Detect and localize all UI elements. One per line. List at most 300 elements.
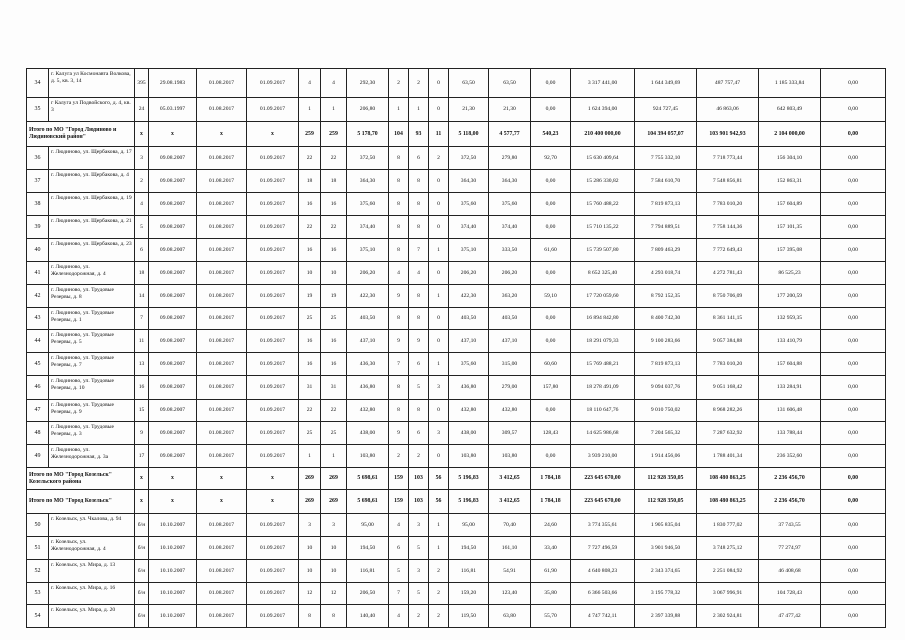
cell-c3: 8 xyxy=(389,239,409,262)
cell-d1: 10.10.2007 xyxy=(149,605,197,628)
cell-c3: 9 xyxy=(389,285,409,308)
cell-d3: 01.09.2017 xyxy=(247,353,299,376)
cell-c5: 3 xyxy=(429,422,449,445)
cell-last: 0,00 xyxy=(821,98,886,122)
cell-m3: 1 788 401,34 xyxy=(697,445,759,468)
cell-m3: 7 772 649,43 xyxy=(697,239,759,262)
cell-last: 0,00 xyxy=(821,308,886,330)
cell-c5: 0 xyxy=(429,330,449,353)
cell-c4: 2 xyxy=(409,445,429,468)
cell-d1: 10.10.2007 xyxy=(149,537,197,560)
cell-a1: 422,30 xyxy=(449,285,489,308)
cell-m2: 7 204 565,32 xyxy=(635,422,697,445)
cell-year: б/н xyxy=(135,583,149,605)
cell-c5: 1 xyxy=(429,537,449,560)
cell-c5: 0 xyxy=(429,216,449,239)
cell-n: 48 xyxy=(27,422,49,445)
cell-d3: 01.09.2017 xyxy=(247,216,299,239)
cell-c1: 25 xyxy=(299,422,321,445)
address-cell: г. Людиново, ул. Щербакова, д. 17 xyxy=(49,147,135,170)
cell-a1: 63,50 xyxy=(449,69,489,98)
cell-m3: 2 251 084,92 xyxy=(697,560,759,583)
cell-a1: 374,40 xyxy=(449,216,489,239)
cell-c1: 22 xyxy=(299,147,321,170)
cell-m2: 1 644 349,69 xyxy=(635,69,697,98)
address-cell: г. Людиново, ул. Трудовые Резервы, д. 7 xyxy=(49,353,135,376)
cell-c3: 4 xyxy=(389,262,409,285)
cell-c4: 7 xyxy=(409,239,429,262)
cell-m3: 7 783 010,20 xyxy=(697,193,759,216)
cell-area: 206,20 xyxy=(347,262,389,285)
cell-m1: 15 630 409,64 xyxy=(571,147,635,170)
cell-m3: 3 067 996,91 xyxy=(697,583,759,605)
cell-m2: 7 584 610,70 xyxy=(635,170,697,193)
cell-area: 5 178,70 xyxy=(347,122,389,147)
cell-c5: 1 xyxy=(429,239,449,262)
cell-m3: 108 480 863,25 xyxy=(697,490,759,514)
cell-n: 52 xyxy=(27,560,49,583)
cell-n: 50 xyxy=(27,514,49,537)
cell-c4: 4 xyxy=(409,262,429,285)
cell-d2: 01.08.2017 xyxy=(197,308,247,330)
cell-d1: 09.08.2007 xyxy=(149,400,197,422)
cell-d1: 09.08.2007 xyxy=(149,445,197,468)
cell-m3: 2 302 924,81 xyxy=(697,605,759,628)
cell-d2: 01.08.2017 xyxy=(197,193,247,216)
cell-a2: 315,00 xyxy=(489,353,531,376)
address-cell: г. Людиново, ул. Щербакова, д. 21 xyxy=(49,216,135,239)
cell-c1: 18 xyxy=(299,170,321,193)
cell-c2: 269 xyxy=(321,468,347,490)
cell-c3: 8 xyxy=(389,308,409,330)
cell-a2: 4 577,77 xyxy=(489,122,531,147)
cell-m4: 104 728,43 xyxy=(759,583,821,605)
cell-n: 49 xyxy=(27,445,49,468)
cell-c3: 7 xyxy=(389,353,409,376)
cell-c5: 0 xyxy=(429,445,449,468)
cell-a2: 63,50 xyxy=(489,69,531,98)
cell-m4: 37 743,55 xyxy=(759,514,821,537)
cell-d2: 01.08.2017 xyxy=(197,170,247,193)
cell-m4: 2 104 000,00 xyxy=(759,122,821,147)
cell-area: 403,50 xyxy=(347,308,389,330)
cell-m2: 9 094 037,76 xyxy=(635,376,697,400)
cell-d2: 01.08.2017 xyxy=(197,262,247,285)
cell-c3: 8 xyxy=(389,170,409,193)
cell-year: б/н xyxy=(135,605,149,628)
cell-c5: 0 xyxy=(429,69,449,98)
cell-m4: 152 863,31 xyxy=(759,170,821,193)
cell-a1: 194,50 xyxy=(449,537,489,560)
address-cell: г. Людиново, ул. Трудовые Резервы, д. 5 xyxy=(49,330,135,353)
cell-m2: 7 794 889,51 xyxy=(635,216,697,239)
cell-x1: x xyxy=(135,490,149,514)
cell-m1: 3 939 210,00 xyxy=(571,445,635,468)
cell-a3: 59,10 xyxy=(531,285,571,308)
cell-m4: 1 185 333,84 xyxy=(759,69,821,98)
cell-c2: 1 xyxy=(321,98,347,122)
cell-year: 3 xyxy=(135,147,149,170)
cell-d3: 01.09.2017 xyxy=(247,98,299,122)
cell-c5: 0 xyxy=(429,262,449,285)
table-row xyxy=(27,98,886,122)
cell-last: 0,00 xyxy=(821,147,886,170)
cell-c5: 2 xyxy=(429,147,449,170)
cell-d2: 01.08.2017 xyxy=(197,69,247,98)
cell-c2: 22 xyxy=(321,216,347,239)
cell-a2: 54,91 xyxy=(489,560,531,583)
cell-a1: 95,00 xyxy=(449,514,489,537)
cell-d3: 01.09.2017 xyxy=(247,560,299,583)
table-row xyxy=(27,285,886,308)
cell-area: 206,80 xyxy=(347,98,389,122)
cell-d1: 05.03.1997 xyxy=(149,98,197,122)
cell-last: 0,00 xyxy=(821,216,886,239)
cell-c2: 25 xyxy=(321,308,347,330)
cell-d1: 09.08.2007 xyxy=(149,330,197,353)
cell-last: 0,00 xyxy=(821,170,886,193)
cell-c2: 3 xyxy=(321,514,347,537)
cell-c1: 16 xyxy=(299,330,321,353)
cell-c3: 5 xyxy=(389,560,409,583)
cell-a3: 1 784,18 xyxy=(531,468,571,490)
cell-d2: 01.08.2017 xyxy=(197,147,247,170)
cell-d3: 01.09.2017 xyxy=(247,308,299,330)
address-cell: г. Людиново, ул. Щербакова, д. 4 xyxy=(49,170,135,193)
cell-m2: 104 394 057,07 xyxy=(635,122,697,147)
cell-area: 374,40 xyxy=(347,216,389,239)
table-row xyxy=(27,537,886,560)
cell-a2: 206,20 xyxy=(489,262,531,285)
cell-c1: 8 xyxy=(299,605,321,628)
cell-d1: 09.08.2007 xyxy=(149,353,197,376)
cell-c2: 16 xyxy=(321,239,347,262)
cell-c4: 3 xyxy=(409,514,429,537)
cell-d3: 01.09.2017 xyxy=(247,605,299,628)
table-row xyxy=(27,239,886,262)
cell-c2: 22 xyxy=(321,147,347,170)
cell-m1: 15 739 507,80 xyxy=(571,239,635,262)
cell-c5: 0 xyxy=(429,400,449,422)
cell-m4: 2 236 456,70 xyxy=(759,490,821,514)
cell-c5: 56 xyxy=(429,490,449,514)
subtotal-row xyxy=(27,122,886,147)
cell-c1: 3 xyxy=(299,514,321,537)
cell-m4: 157 101,35 xyxy=(759,216,821,239)
cell-m1: 3 317 441,00 xyxy=(571,69,635,98)
cell-c4: 103 xyxy=(409,468,429,490)
cell-area: 436,30 xyxy=(347,353,389,376)
cell-last: 0,00 xyxy=(821,285,886,308)
cell-n: 37 xyxy=(27,170,49,193)
cell-c1: 1 xyxy=(299,445,321,468)
cell-d3: 01.09.2017 xyxy=(247,239,299,262)
cell-m3: 8 968 282,26 xyxy=(697,400,759,422)
cell-c4: 5 xyxy=(409,583,429,605)
cell-m3: 9 051 168,42 xyxy=(697,376,759,400)
cell-last: 0,00 xyxy=(821,605,886,628)
table-row xyxy=(27,422,886,445)
cell-year: 16 xyxy=(135,376,149,400)
cell-a1: 21,30 xyxy=(449,98,489,122)
table-row xyxy=(27,400,886,422)
cell-c1: 10 xyxy=(299,560,321,583)
cell-c2: 12 xyxy=(321,583,347,605)
cell-m4: 2 236 456,70 xyxy=(759,468,821,490)
address-cell: г Калуга ул Подвойского, д. 4, кв. 3 xyxy=(49,98,135,122)
cell-a3: 0,00 xyxy=(531,98,571,122)
cell-d2: 01.08.2017 xyxy=(197,376,247,400)
cell-last: 0,00 xyxy=(821,560,886,583)
cell-c4: 8 xyxy=(409,216,429,239)
cell-n: 51 xyxy=(27,537,49,560)
cell-last: 0,00 xyxy=(821,353,886,376)
cell-a3: 0,00 xyxy=(531,445,571,468)
cell-c1: 19 xyxy=(299,285,321,308)
cell-c5: 0 xyxy=(429,308,449,330)
cell-n: 47 xyxy=(27,400,49,422)
table-row xyxy=(27,262,886,285)
table-row xyxy=(27,376,886,400)
cell-c4: 6 xyxy=(409,422,429,445)
cell-last: 0,00 xyxy=(821,69,886,98)
cell-m4: 133 284,91 xyxy=(759,376,821,400)
cell-m1: 3 774 355,61 xyxy=(571,514,635,537)
cell-c3: 159 xyxy=(389,490,409,514)
cell-area: 438,00 xyxy=(347,422,389,445)
cell-year: 13 xyxy=(135,353,149,376)
cell-a3: 60,60 xyxy=(531,353,571,376)
cell-n: 54 xyxy=(27,605,49,628)
cell-x1: x xyxy=(135,122,149,147)
cell-a3: 0,00 xyxy=(531,216,571,239)
cell-m3: 9 057 384,88 xyxy=(697,330,759,353)
cell-a1: 372,50 xyxy=(449,147,489,170)
cell-m1: 17 720 059,60 xyxy=(571,285,635,308)
cell-c3: 8 xyxy=(389,147,409,170)
cell-a1: 364,30 xyxy=(449,170,489,193)
cell-d1: 09.08.2007 xyxy=(149,308,197,330)
cell-d3: 01.09.2017 xyxy=(247,69,299,98)
cell-m2: 112 928 350,05 xyxy=(635,468,697,490)
cell-c5: 3 xyxy=(429,376,449,400)
cell-d3: 01.09.2017 xyxy=(247,262,299,285)
cell-d3: 01.09.2017 xyxy=(247,537,299,560)
cell-c3: 2 xyxy=(389,69,409,98)
cell-c3: 4 xyxy=(389,605,409,628)
cell-a3: 92,70 xyxy=(531,147,571,170)
cell-c2: 10 xyxy=(321,560,347,583)
cell-area: 95,00 xyxy=(347,514,389,537)
cell-a3: 0,00 xyxy=(531,69,571,98)
cell-m4: 642 803,49 xyxy=(759,98,821,122)
cell-a3: 55,70 xyxy=(531,605,571,628)
cell-c5: 2 xyxy=(429,560,449,583)
cell-c1: 259 xyxy=(299,122,321,147)
cell-c2: 16 xyxy=(321,193,347,216)
cell-year: 2 xyxy=(135,170,149,193)
cell-a2: 279,00 xyxy=(489,376,531,400)
cell-m4: 133 788,44 xyxy=(759,422,821,445)
cell-n: 38 xyxy=(27,193,49,216)
cell-m4: 157 604,88 xyxy=(759,353,821,376)
cell-c4: 2 xyxy=(409,69,429,98)
cell-c1: 269 xyxy=(299,490,321,514)
cell-a1: 159,20 xyxy=(449,583,489,605)
cell-d3: 01.09.2017 xyxy=(247,285,299,308)
table-row xyxy=(27,330,886,353)
cell-area: 206,50 xyxy=(347,583,389,605)
cell-c3: 1 xyxy=(389,98,409,122)
cell-c5: 0 xyxy=(429,193,449,216)
cell-c3: 8 xyxy=(389,193,409,216)
table-row xyxy=(27,193,886,216)
cell-m1: 15 760 488,22 xyxy=(571,193,635,216)
cell-c4: 103 xyxy=(409,490,429,514)
cell-a2: 63,80 xyxy=(489,605,531,628)
cell-year: 14 xyxy=(135,285,149,308)
cell-c1: 269 xyxy=(299,468,321,490)
cell-year: б/н xyxy=(135,560,149,583)
cell-year: 5 xyxy=(135,216,149,239)
cell-a3: 0,00 xyxy=(531,262,571,285)
cell-m2: 7 819 873,13 xyxy=(635,193,697,216)
cell-area: 5 698,61 xyxy=(347,490,389,514)
cell-a1: 5 196,83 xyxy=(449,468,489,490)
cell-c4: 3 xyxy=(409,560,429,583)
address-cell: г. Людиново, ул. Щербакова, д. 23 xyxy=(49,239,135,262)
cell-n: 43 xyxy=(27,308,49,330)
cell-m3: 108 480 863,25 xyxy=(697,468,759,490)
cell-m1: 8 652 325,40 xyxy=(571,262,635,285)
cell-m1: 1 624 394,00 xyxy=(571,98,635,122)
cell-a3: 1 784,18 xyxy=(531,490,571,514)
cell-c3: 8 xyxy=(389,216,409,239)
cell-m1: 16 894 842,80 xyxy=(571,308,635,330)
cell-m4: 157 604,89 xyxy=(759,193,821,216)
cell-c1: 31 xyxy=(299,376,321,400)
cell-c2: 1 xyxy=(321,445,347,468)
cell-last: 0,00 xyxy=(821,445,886,468)
cell-a2: 364,30 xyxy=(489,170,531,193)
cell-d3: 01.09.2017 xyxy=(247,514,299,537)
cell-d3: 01.09.2017 xyxy=(247,170,299,193)
cell-m2: 9 010 750,02 xyxy=(635,400,697,422)
cell-last: 0,00 xyxy=(821,239,886,262)
cell-area: 422,30 xyxy=(347,285,389,308)
cell-m1: 18 110 647,76 xyxy=(571,400,635,422)
cell-n: 41 xyxy=(27,262,49,285)
cell-c2: 259 xyxy=(321,122,347,147)
cell-c5: 0 xyxy=(429,170,449,193)
cell-area: 292,30 xyxy=(347,69,389,98)
cell-area: 140,40 xyxy=(347,605,389,628)
subtotal-row xyxy=(27,490,886,514)
cell-a3: 33,40 xyxy=(531,537,571,560)
cell-c2: 10 xyxy=(321,262,347,285)
table-row xyxy=(27,353,886,376)
cell-c4: 8 xyxy=(409,193,429,216)
cell-c3: 4 xyxy=(389,514,409,537)
cell-c3: 159 xyxy=(389,468,409,490)
cell-d1: 09.08.2007 xyxy=(149,147,197,170)
table-row xyxy=(27,216,886,239)
cell-m2: 1 905 835,04 xyxy=(635,514,697,537)
cell-d2: 01.08.2017 xyxy=(197,400,247,422)
cell-c4: 9 xyxy=(409,330,429,353)
cell-a1: 375,10 xyxy=(449,239,489,262)
cell-d1: 09.08.2007 xyxy=(149,239,197,262)
cell-a2: 123,40 xyxy=(489,583,531,605)
cell-year: 17 xyxy=(135,445,149,468)
cell-m2: 8 792 152,35 xyxy=(635,285,697,308)
cell-m2: 3 901 946,50 xyxy=(635,537,697,560)
cell-c3: 8 xyxy=(389,376,409,400)
cell-a2: 333,50 xyxy=(489,239,531,262)
cell-a2: 3 412,65 xyxy=(489,468,531,490)
cell-area: 5 698,61 xyxy=(347,468,389,490)
cell-c1: 22 xyxy=(299,400,321,422)
cell-d3: 01.09.2017 xyxy=(247,400,299,422)
cell-c4: 93 xyxy=(409,122,429,147)
cell-n: 45 xyxy=(27,353,49,376)
cell-c5: 11 xyxy=(429,122,449,147)
cell-area: 437,10 xyxy=(347,330,389,353)
cell-area: 364,30 xyxy=(347,170,389,193)
cell-n: 53 xyxy=(27,583,49,605)
cell-c2: 4 xyxy=(321,69,347,98)
cell-m2: 924 727,45 xyxy=(635,98,697,122)
cell-m3: 8 750 706,09 xyxy=(697,285,759,308)
table-row xyxy=(27,560,886,583)
cell-a2: 279,80 xyxy=(489,147,531,170)
cell-d1: 09.08.2007 xyxy=(149,422,197,445)
cell-last: 0,00 xyxy=(821,537,886,560)
cell-m1: 4 640 808,23 xyxy=(571,560,635,583)
cell-year: 24 xyxy=(135,98,149,122)
cell-year: б/н xyxy=(135,537,149,560)
cell-d1: 09.08.2007 xyxy=(149,216,197,239)
cell-last: 0,00 xyxy=(821,400,886,422)
cell-a1: 438,00 xyxy=(449,422,489,445)
cell-a1: 5 196,83 xyxy=(449,490,489,514)
cell-m1: 223 645 670,00 xyxy=(571,490,635,514)
cell-c5: 2 xyxy=(429,583,449,605)
cell-d2: 01.08.2017 xyxy=(197,216,247,239)
cell-m2: 3 195 778,32 xyxy=(635,583,697,605)
cell-n: 35 xyxy=(27,98,49,122)
cell-c4: 6 xyxy=(409,353,429,376)
cell-m2: 112 928 350,05 xyxy=(635,490,697,514)
cell-c4: 5 xyxy=(409,537,429,560)
cell-a2: 103,80 xyxy=(489,445,531,468)
cell-c1: 1 xyxy=(299,98,321,122)
address-cell: г. Людиново, ул. Трудовые Резервы, д. 8 xyxy=(49,285,135,308)
cell-x4: x xyxy=(247,468,299,490)
address-cell: г. Козельск, ул. Чкалова, д. 94 xyxy=(49,514,135,537)
table-row xyxy=(27,170,886,193)
cell-m1: 7 727 496,59 xyxy=(571,537,635,560)
cell-area: 432,80 xyxy=(347,400,389,422)
cell-last: 0,00 xyxy=(821,262,886,285)
cell-c3: 2 xyxy=(389,445,409,468)
cell-a1: 437,10 xyxy=(449,330,489,353)
table-body xyxy=(27,69,886,628)
cell-c4: 8 xyxy=(409,170,429,193)
cell-c3: 6 xyxy=(389,537,409,560)
address-cell: г. Людиново, ул. Трудовые Резервы, д. 1 xyxy=(49,308,135,330)
cell-a3: 157,80 xyxy=(531,376,571,400)
